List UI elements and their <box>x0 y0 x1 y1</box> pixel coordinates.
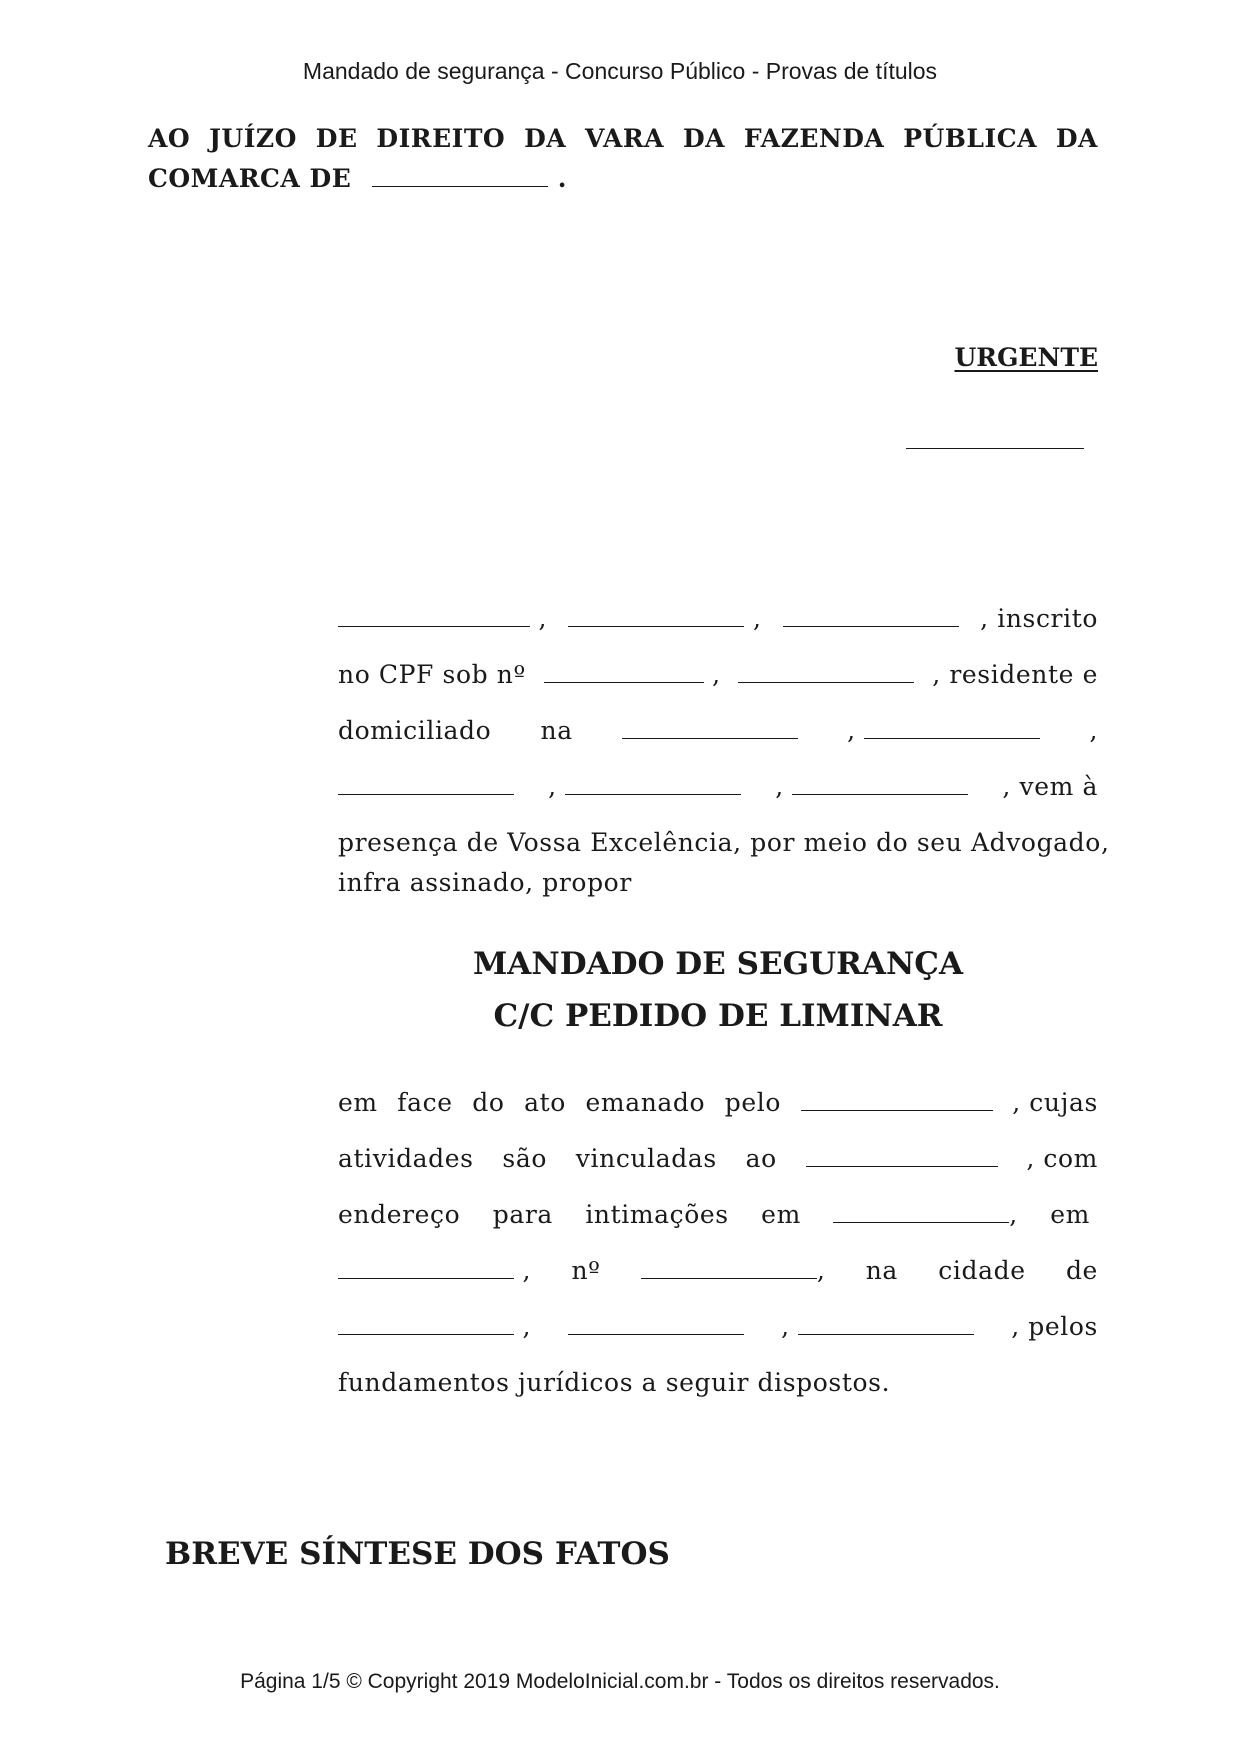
addressee-word: PÚBLICA <box>903 124 1037 153</box>
civil-status-blank[interactable] <box>783 606 959 627</box>
qualification-line-5: presença de Vossa Excelência, por meio do seu Advogado, <box>338 828 1110 857</box>
entity-blank[interactable] <box>806 1146 998 1167</box>
addressee-word: DA <box>682 124 726 153</box>
addressee-word: JUÍZO <box>209 124 297 153</box>
comarca-label: COMARCA DE <box>148 164 352 193</box>
page-header: Mandado de segurança - Concurso Público - Provas de títulos <box>302 58 938 84</box>
action-title-line-2: C/C PEDIDO DE LIMINAR <box>493 998 943 1034</box>
urgent-label: URGENTE <box>954 343 1098 372</box>
addressee-word: DA <box>524 124 567 153</box>
respondent-line-6: fundamentos jurídicos a seguir dispostos. <box>338 1368 891 1397</box>
authority-blank[interactable] <box>801 1090 993 1111</box>
page-footer: Página 1/5 © Copyright 2019 ModeloInicial.com.br - Todos os direitos reservados. <box>240 1670 1000 1693</box>
respondent-line-2: atividades são vinculadas ao , com <box>338 1144 1098 1173</box>
qualification-line-4: , , , vem à <box>338 772 1098 801</box>
state-blank-2[interactable] <box>568 1314 744 1335</box>
street-blank[interactable] <box>622 718 798 739</box>
addressee-line-2 <box>148 164 1098 193</box>
state-blank[interactable] <box>792 774 968 795</box>
section-title: BREVE SÍNTESE DOS FATOS <box>165 1536 670 1572</box>
comarca-blank[interactable] <box>372 166 548 187</box>
number-blank-2[interactable] <box>641 1258 817 1279</box>
qualification-line-3: domiciliado na , , <box>338 716 1098 745</box>
addressee-word: DA <box>1055 124 1098 153</box>
addressee-line-1 <box>148 124 1098 153</box>
district-blank[interactable] <box>338 774 514 795</box>
respondent-line-3: endereço para intimações em , em <box>338 1200 1090 1229</box>
comarca-period: . <box>557 164 567 193</box>
profession-blank[interactable] <box>738 662 914 683</box>
action-title-line-1: MANDADO DE SEGURANÇA <box>472 946 964 982</box>
nationality-blank[interactable] <box>568 606 744 627</box>
city-blank-2[interactable] <box>338 1314 514 1335</box>
qualification-line-6: infra assinado, propor <box>338 868 632 897</box>
name-blank[interactable] <box>338 606 530 627</box>
number-blank[interactable] <box>864 718 1040 739</box>
addressee-word: VARA <box>585 124 665 153</box>
respondent-line-1: em face do ato emanado pelo , cujas <box>338 1088 1098 1117</box>
qualification-line-1: , , , inscrito <box>338 604 1098 633</box>
date-blank[interactable] <box>906 448 1084 449</box>
city-blank[interactable] <box>565 774 741 795</box>
addressee-word: AO <box>148 124 191 153</box>
qualification-line-2: no CPF sob nº , , residente e <box>338 660 1098 689</box>
street-blank-2[interactable] <box>338 1258 514 1279</box>
respondent-line-4: , nº , na cidade de <box>338 1256 1098 1285</box>
respondent-line-5: , , , pelos <box>338 1312 1098 1341</box>
cpf-blank[interactable] <box>544 662 704 683</box>
addressee-word: DE <box>315 124 358 153</box>
zip-blank[interactable] <box>798 1314 974 1335</box>
addressee-word: DIREITO <box>376 124 506 153</box>
addressee-word: FAZENDA <box>743 124 885 153</box>
service-address-blank[interactable] <box>833 1202 1009 1223</box>
